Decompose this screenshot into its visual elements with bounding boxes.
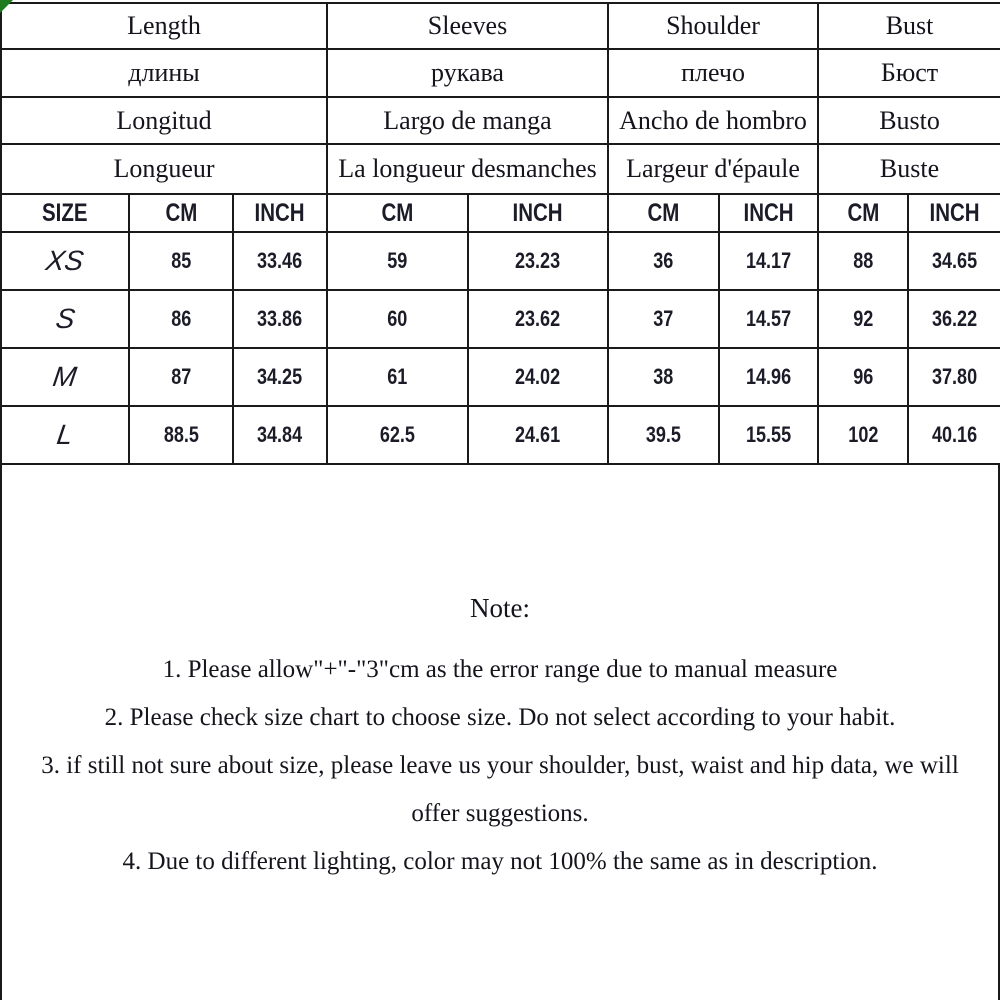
cell-value: 34.84 bbox=[233, 406, 327, 464]
unit-header-sleeves-cm: CM bbox=[327, 194, 468, 232]
cell-value: 33.46 bbox=[233, 232, 327, 290]
table-row-l bbox=[1, 406, 1000, 464]
header-bust-fr: Buste bbox=[818, 144, 1000, 194]
header-shoulder-es: Ancho de hombro bbox=[608, 97, 818, 144]
header-shoulder-fr: Largeur d'épaule bbox=[608, 144, 818, 194]
header-row-english bbox=[1, 3, 1000, 49]
cell-value: 34.25 bbox=[233, 348, 327, 406]
cell-value: 37.80 bbox=[908, 348, 1000, 406]
header-shoulder-ru: плечо bbox=[608, 49, 818, 97]
green-corner-marker-icon bbox=[0, 0, 13, 13]
cell-value: 88 bbox=[818, 232, 908, 290]
cell-value: 88.5 bbox=[129, 406, 233, 464]
unit-header-length-inch: INCH bbox=[233, 194, 327, 232]
cell-value: 92 bbox=[818, 290, 908, 348]
header-row-spanish bbox=[1, 97, 1000, 144]
cell-value: 102 bbox=[818, 406, 908, 464]
header-length-ru: длины bbox=[1, 49, 327, 97]
size-label-cell: L bbox=[1, 406, 129, 464]
cell-value: 23.23 bbox=[468, 232, 608, 290]
header-sleeves-fr: La longueur desmanches bbox=[327, 144, 608, 194]
cell-value: 34.65 bbox=[908, 232, 1000, 290]
unit-header-shoulder-cm: CM bbox=[608, 194, 719, 232]
header-length-fr: Longueur bbox=[1, 144, 327, 194]
header-row-french bbox=[1, 144, 1000, 194]
cell-value: 36.22 bbox=[908, 290, 1000, 348]
cell-value: 14.96 bbox=[719, 348, 818, 406]
cell-value: 39.5 bbox=[608, 406, 719, 464]
cell-value: 87 bbox=[129, 348, 233, 406]
header-bust-en: Bust bbox=[818, 3, 1000, 49]
cell-value: 14.17 bbox=[719, 232, 818, 290]
cell-value: 24.02 bbox=[468, 348, 608, 406]
header-length-es: Longitud bbox=[1, 97, 327, 144]
cell-value: 86 bbox=[129, 290, 233, 348]
note-line-3: 3. if still not sure about size, please leave us your shoulder, bust, waist and hip data, we will offer suggestions. bbox=[41, 752, 959, 827]
cell-value: 36 bbox=[608, 232, 719, 290]
notes-title: Note: bbox=[470, 593, 530, 623]
note-line-1: 1. Please allow"+"-"3"cm as the error range due to manual measure bbox=[162, 656, 838, 683]
cell-value: 15.55 bbox=[719, 406, 818, 464]
unit-header-shoulder-inch: INCH bbox=[719, 194, 818, 232]
cell-value: 40.16 bbox=[908, 406, 1000, 464]
size-label-cell: XS bbox=[1, 232, 129, 290]
header-bust-es: Busto bbox=[818, 97, 1000, 144]
notes-section bbox=[0, 465, 1000, 1000]
size-label-cell: S bbox=[1, 290, 129, 348]
unit-header-bust-cm: CM bbox=[818, 194, 908, 232]
header-sleeves-en: Sleeves bbox=[327, 3, 608, 49]
size-chart-table bbox=[0, 2, 1000, 465]
header-sleeves-ru: рукава bbox=[327, 49, 608, 97]
cell-value: 60 bbox=[327, 290, 468, 348]
table-row-s bbox=[1, 290, 1000, 348]
cell-value: 37 bbox=[608, 290, 719, 348]
unit-header-bust-inch: INCH bbox=[908, 194, 1000, 232]
header-shoulder-en: Shoulder bbox=[608, 3, 818, 49]
note-line-2: 2. Please check size chart to choose size. Do not select according to your habit. bbox=[104, 704, 896, 731]
size-label-cell: M bbox=[1, 348, 129, 406]
cell-value: 61 bbox=[327, 348, 468, 406]
unit-header-sleeves-inch: INCH bbox=[468, 194, 608, 232]
header-sleeves-es: Largo de manga bbox=[327, 97, 608, 144]
table-row-m bbox=[1, 348, 1000, 406]
header-bust-ru: Бюст bbox=[818, 49, 1000, 97]
header-length-en: Length bbox=[1, 3, 327, 49]
header-row-russian bbox=[1, 49, 1000, 97]
unit-header-row bbox=[1, 194, 1000, 232]
cell-value: 38 bbox=[608, 348, 719, 406]
cell-value: 59 bbox=[327, 232, 468, 290]
cell-value: 62.5 bbox=[327, 406, 468, 464]
table-row-xs bbox=[1, 232, 1000, 290]
unit-header-length-cm: CM bbox=[129, 194, 233, 232]
cell-value: 96 bbox=[818, 348, 908, 406]
cell-value: 14.57 bbox=[719, 290, 818, 348]
size-column-header bbox=[1, 194, 129, 232]
cell-value: 85 bbox=[129, 232, 233, 290]
cell-value: 23.62 bbox=[468, 290, 608, 348]
cell-value: 33.86 bbox=[233, 290, 327, 348]
note-line-4: 4. Due to different lighting, color may not 100% the same as in description. bbox=[122, 848, 878, 875]
size-header-label: SIZE bbox=[42, 198, 88, 227]
cell-value: 24.61 bbox=[468, 406, 608, 464]
